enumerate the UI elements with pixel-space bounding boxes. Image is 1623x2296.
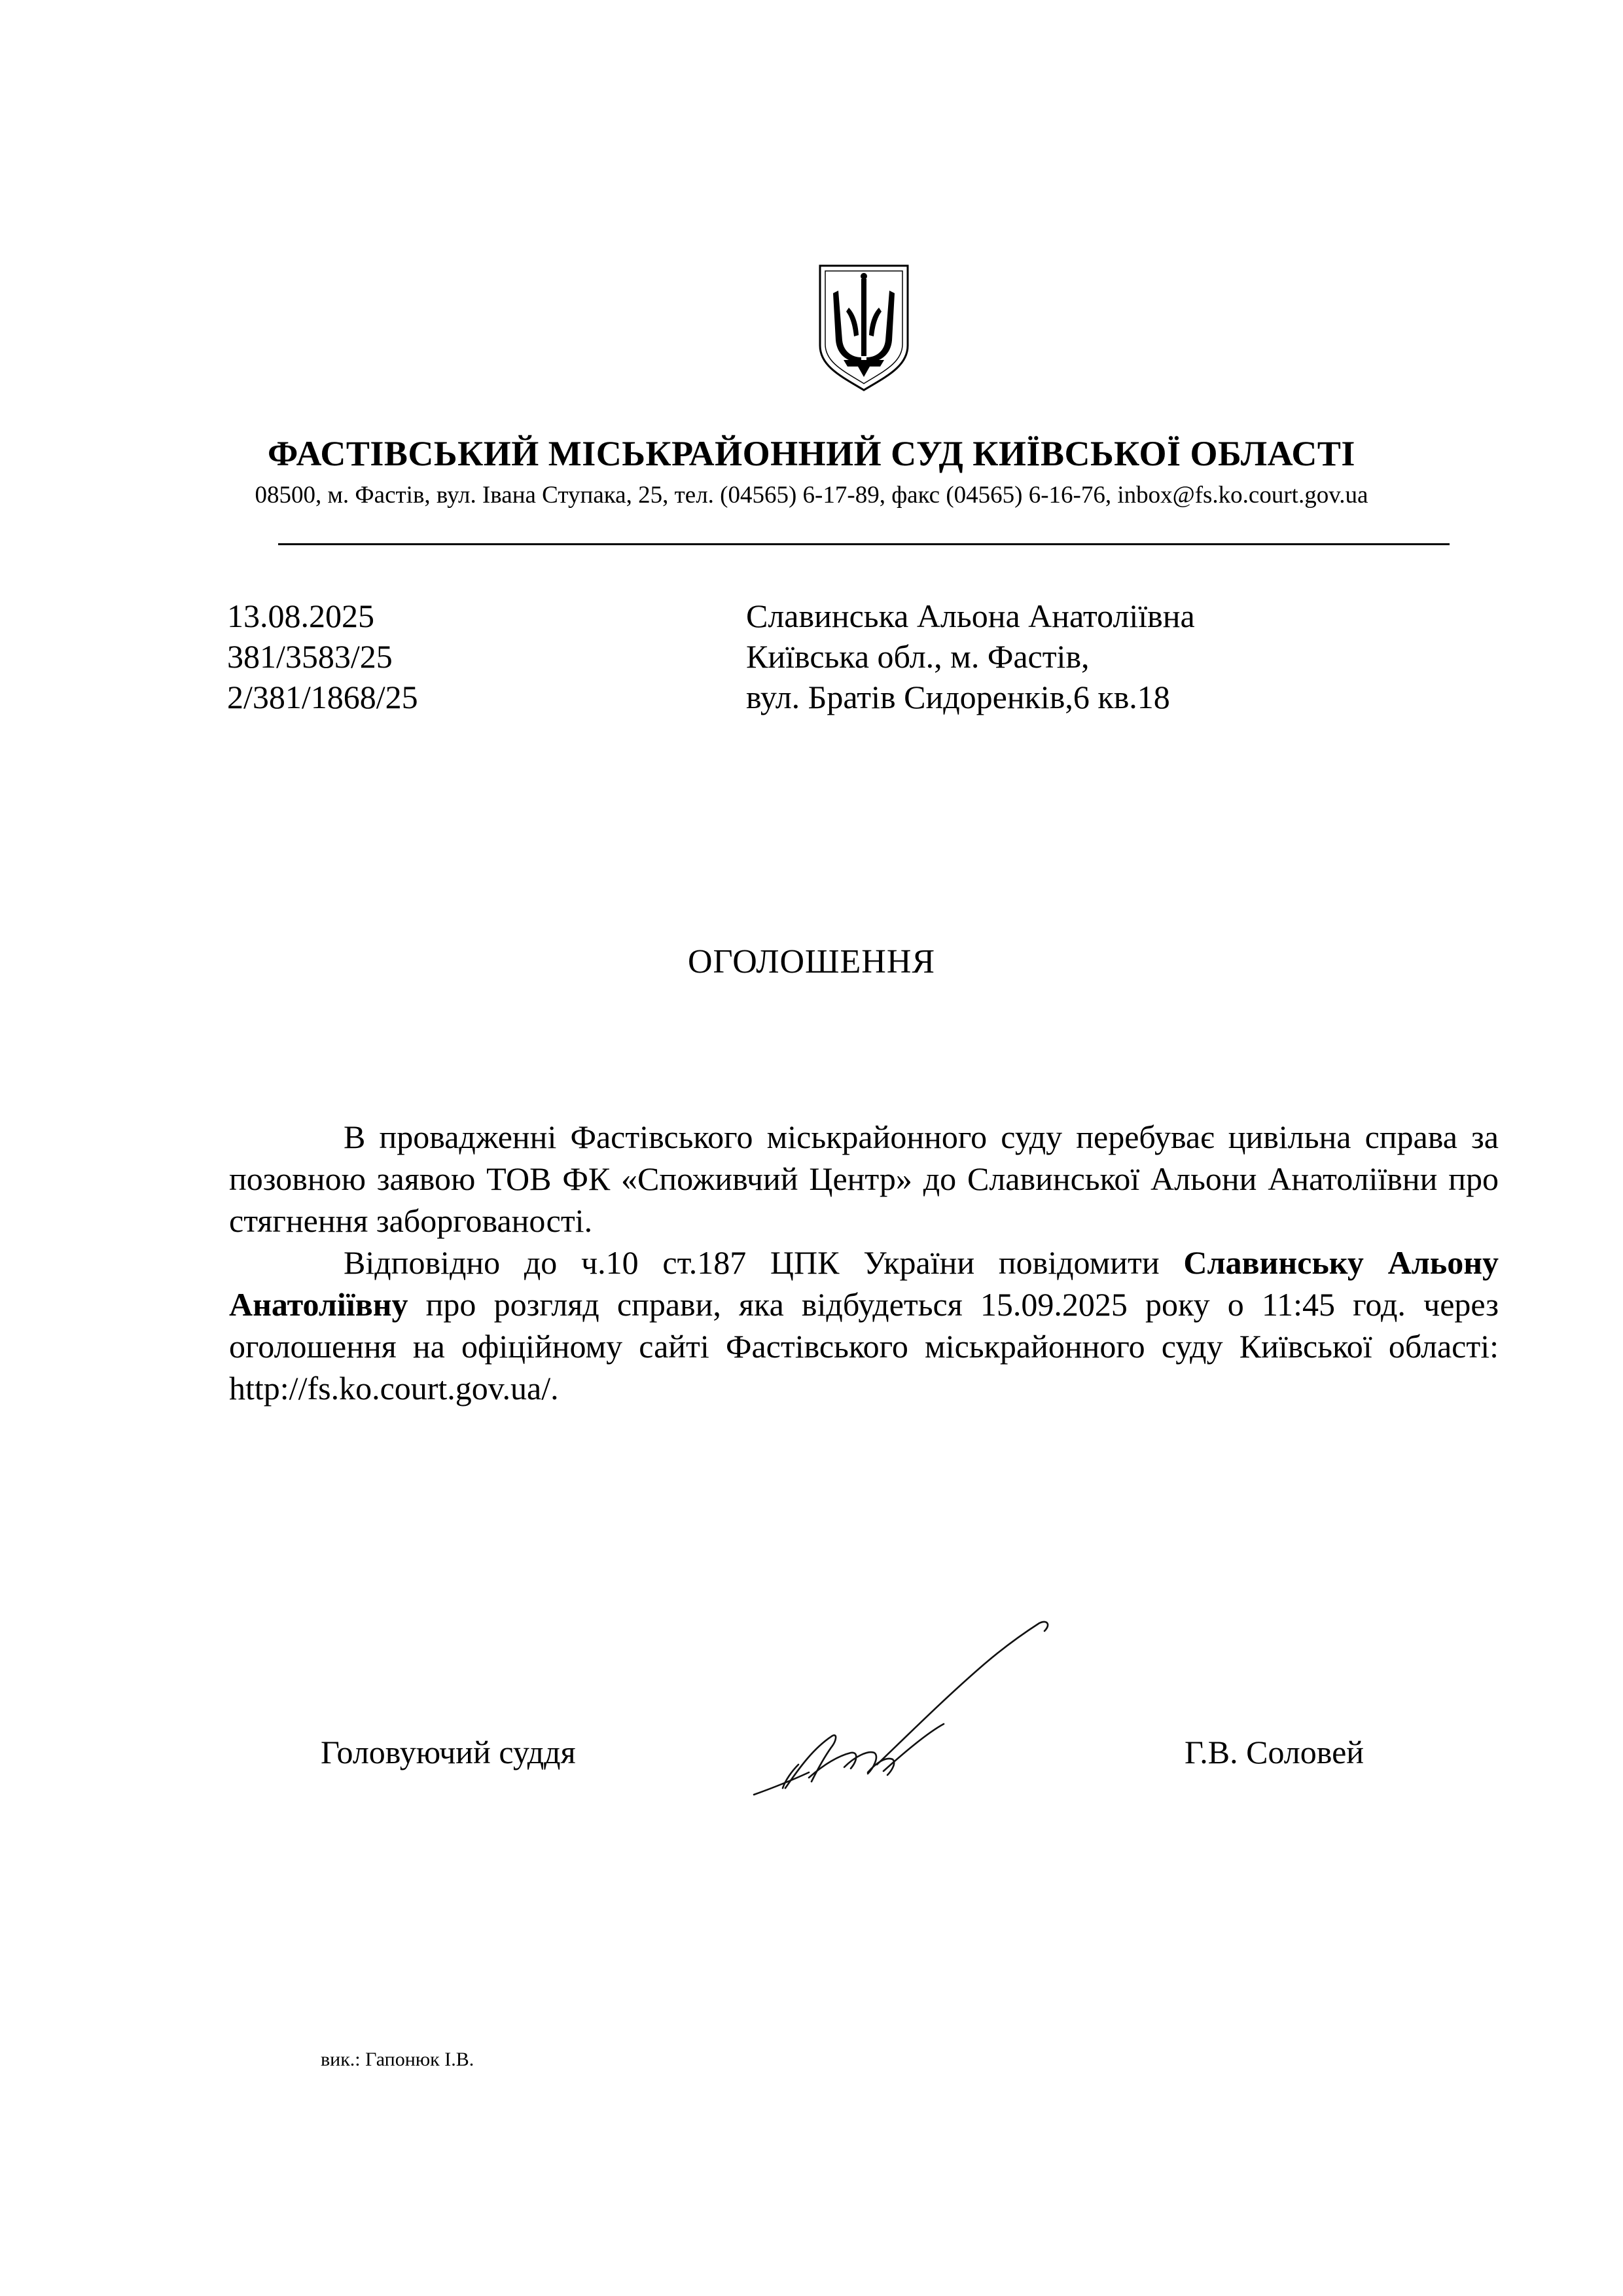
proceeding-number: 2/381/1868/25	[227, 679, 418, 715]
executor-note: вик.: Гапонюк І.В.	[321, 2049, 474, 2070]
document-date: 13.08.2025	[227, 598, 374, 634]
judge-name: Г.В. Соловей	[1185, 1734, 1364, 1770]
body-paragraph-2	[229, 1242, 1499, 1409]
header-divider	[278, 543, 1450, 545]
trident-coat-of-arms-icon	[815, 262, 913, 393]
recipient-address	[746, 596, 1195, 717]
case-number: 381/3583/25	[227, 638, 393, 675]
handwritten-signature	[746, 1617, 1113, 1806]
body-paragraph-1: В провадженні Фастівського міськрайонного суду перебуває цивільна справа за позовною заявою ТОВ ФК «Споживчий Центр» до Славинської Альони Анатоліївни про стягнення заборгованості.	[229, 1119, 1499, 1239]
recipient-name: Славинська Альона Анатоліївна	[746, 598, 1195, 634]
document-body	[229, 1116, 1499, 1409]
judge-role: Головуючий суддя	[321, 1734, 576, 1770]
court-name: ФАСТІВСЬКИЙ МІСЬКРАЙОННИЙ СУД КИЇВСЬКОЇ ОБЛАСТІ	[268, 434, 1355, 473]
defendant-name-bold: Славинську Альону Анатоліївну	[229, 1244, 1499, 1323]
document-meta	[227, 596, 418, 717]
paragraph-2-text-start: Відповідно до ч.10 ст.187 ЦПК України повідомити	[344, 1244, 1184, 1281]
recipient-city: Київська обл., м. Фастів,	[746, 638, 1090, 675]
paragraph-2-text-end: про розгляд справи, яка відбудеться 15.09.2025 року о 11:45 год. через оголошення на офіційному сайті Фастівського міськрайонного суду Київської області: http://fs.ko.court.gov.ua/.	[229, 1286, 1499, 1407]
court-contacts: 08500, м. Фастів, вул. Івана Ступака, 25, тел. (04565) 6-17-89, факс (04565) 6-16-76, inbox@fs.ko.court.gov.ua	[255, 482, 1368, 509]
recipient-street: вул. Братів Сидоренків,6 кв.18	[746, 679, 1170, 715]
document-title: ОГОЛОШЕННЯ	[687, 943, 936, 980]
